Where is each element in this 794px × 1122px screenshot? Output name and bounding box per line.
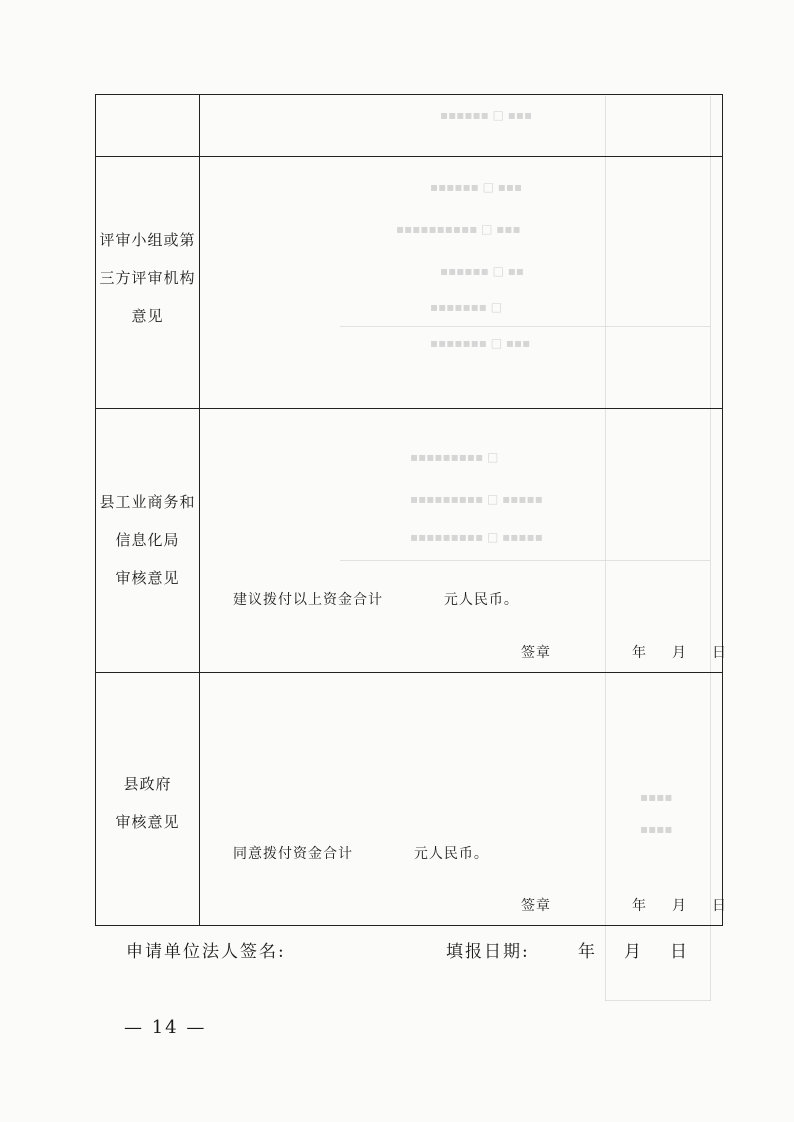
- page-number: — 14 —: [124, 1017, 207, 1038]
- bureau-seal-month: 月: [672, 645, 687, 661]
- government-seal-day: 日: [712, 898, 727, 914]
- fill-date-label: 填报日期:: [446, 942, 530, 962]
- commerce-bureau-opinion-field[interactable]: [200, 409, 722, 671]
- fill-date-month: 月: [624, 942, 643, 962]
- commerce-bureau-opinion-label: 县工业商务和 信息化局 审核意见: [99, 493, 196, 587]
- county-government-opinion-label: 县政府 审核意见: [115, 775, 180, 831]
- government-seal-label: 签章: [521, 898, 551, 914]
- review-group-opinion-field[interactable]: [200, 157, 722, 407]
- government-seal-month: 月: [672, 898, 687, 914]
- fill-date-day: 日: [670, 942, 689, 962]
- bureau-seal-day: 日: [712, 645, 727, 661]
- review-group-opinion-label: 评审小组或第 三方评审机构 意见: [99, 231, 196, 325]
- document-page: ▪▪▪▪▪▪ □ ▪▪▪ ▪▪▪▪▪▪ □ ▪▪▪ ▪▪▪▪▪▪▪▪▪▪ □ ▪▪▪ ▪▪▪▪▪▪ □ ▪▪ ▪▪▪▪▪▪▪ □ ▪▪▪▪▪▪▪ □ ▪▪▪ ▪▪▪▪▪▪▪▪▪ □ ▪▪▪▪▪▪▪▪▪ □ ▪▪▪▪▪ ▪▪▪▪▪▪▪▪▪ □ ▪▪▪▪▪ ▪▪▪▪ ▪▪▪▪ 评审小组或第 三方评审机构 意见 县工业商务和 信息化局 审核意见 建议拨付以上资金合计 元人民币。 签章 年 月 日 县政府 审核意见 同意拨付资金合计 元人民币。 签章 年 月 日 申请单位法人签名: 填报日期: 年 月 日 — 14 —: [0, 0, 794, 1122]
- county-government-opinion-field[interactable]: [200, 673, 722, 925]
- legal-representative-signature-label: 申请单位法人签名:: [126, 942, 286, 962]
- approved-amount-line: 同意拨付资金合计 元人民币。: [233, 846, 489, 862]
- government-seal-year: 年: [632, 898, 647, 914]
- recommended-amount-line: 建议拨付以上资金合计 元人民币。: [233, 592, 519, 608]
- fill-date-year: 年: [578, 942, 597, 962]
- bureau-seal-label: 签章: [521, 645, 551, 661]
- bureau-seal-year: 年: [632, 645, 647, 661]
- review-opinion-table: [95, 94, 727, 926]
- continuation-row: [96, 95, 722, 156]
